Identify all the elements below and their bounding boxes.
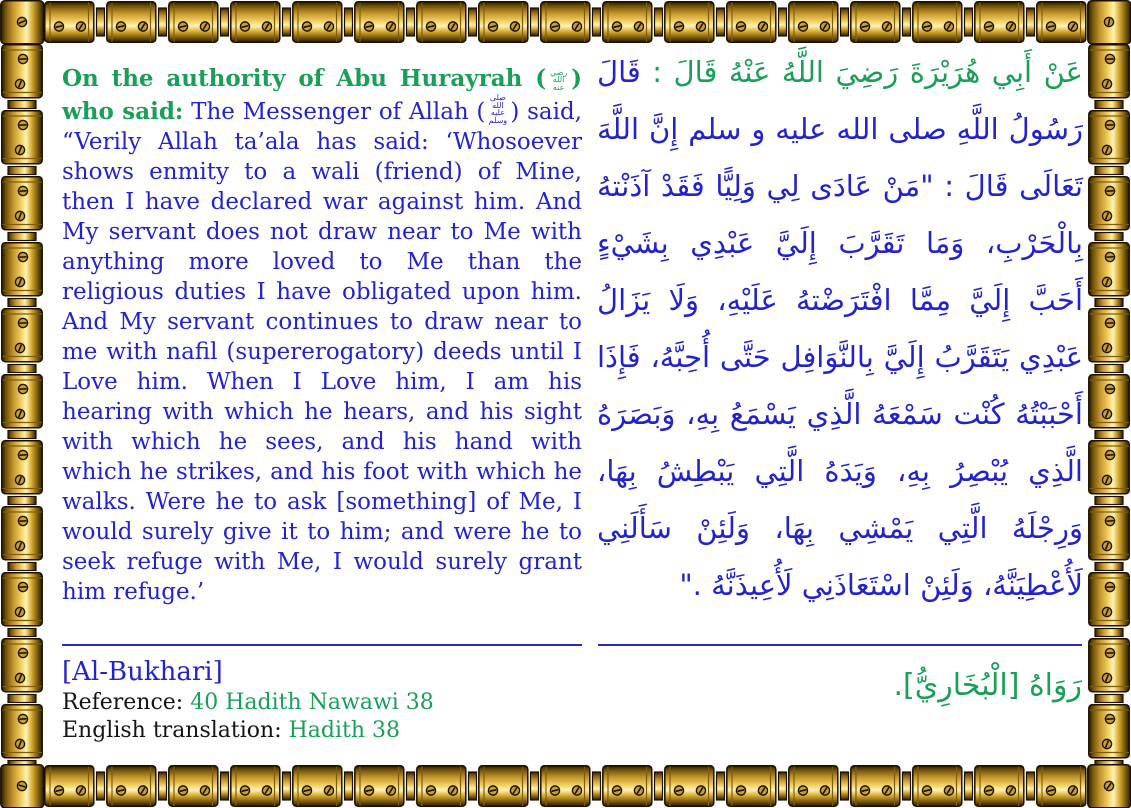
- english-hadith-text: [62, 64, 582, 607]
- radi-allahu-anhu-symbol: رضي الله عنه: [549, 67, 568, 92]
- english-hadith-body: ) said, “Verily Allah ta’ala has said: ‘Whosoever shows enmity to a wali (friend) of Mine, then I have declared war against him. And My servant does not draw near to Me with anything more loved to Me than the religious duties I have obligated upon him. And My servant continues to draw near to me with nafil (supererogatory) deeds until I Love him. When I Love him, I am his hearing with which he hears, and his sight with which he sees, and his hand with which he strikes, and his foot with which he walks. Were he to ask [something] of Me, I would surely give it to him; and were he to seek refuge with Me, I would surely grant him refuge.’: [62, 98, 582, 605]
- right-divider: [598, 644, 1082, 646]
- reference-label: Reference:: [62, 690, 184, 715]
- arabic-source-citation: رَوَاهُ [الْبُخَارِيُّ].: [893, 668, 1082, 703]
- english-hadith-body-start: The Messenger of Allah (: [183, 98, 486, 125]
- saw-symbol: صلى الله عليه وسلم: [488, 93, 508, 125]
- reference-line: [62, 689, 582, 717]
- arabic-hadith-body: قَالَ رَسُولُ اللَّهِ صلى الله عليه و سلم إِنَّ اللَّهَ تَعَالَى قَالَ : "مَنْ عَادَى لِي وَلِيًّا فَقَدْ آذَنْتهُ بِالْحَرْبِ، وَمَا تَقَرَّبَ إِلَيَّ عَبْدِي بِشَيْءٍ أَحَبَّ إِلَيَّ مِمَّا افْتَرَضْتهُ عَلَيْهِ، وَلَا يَزَالُ عَبْدِي يَتَقَرَّبُ إِلَيَّ بِالنَّوَافِل حَتَّى أُحِبَّهُ، فَإِذَا أَحْبَبْتُهُ كُنْت سَمْعَهُ الَّذِي يَسْمَعُ بِهِ، وَبَصَرَهُ الَّذِي يُبْصِرُ بِهِ، وَيَدَهُ الَّتِي يَبْطِشُ بِهَا، وَرِجْلَهُ الَّتِي يَمْشِي بِهَا، وَلَئِنْ سَأَلَنِي لَأُعْطِيَنَّهُ، وَلَئِنْ اسْتَعَاذَنِي لَأُعِيذَنَّهُ .": [597, 55, 1083, 602]
- left-divider: [62, 644, 582, 646]
- translation-label: English translation:: [62, 718, 282, 743]
- reference-value: 40 Hadith Nawawi 38: [190, 690, 434, 715]
- arabic-narrator-intro: عَنْ أَبِي هُرَيْرَةَ رَضِيَ اللَّهُ عَنْهُ قَالَ :: [652, 55, 1083, 89]
- english-narrator-intro: On the authority of Abu Hurayrah (: [62, 65, 547, 92]
- translation-value: Hadith 38: [288, 718, 401, 743]
- english-narrator-intro-end: ) who said:: [62, 65, 582, 125]
- arabic-hadith-text: [597, 44, 1083, 614]
- translation-line: [62, 717, 582, 745]
- source-citation: [Al-Bukhari]: [62, 657, 223, 687]
- left-footer: [62, 656, 582, 745]
